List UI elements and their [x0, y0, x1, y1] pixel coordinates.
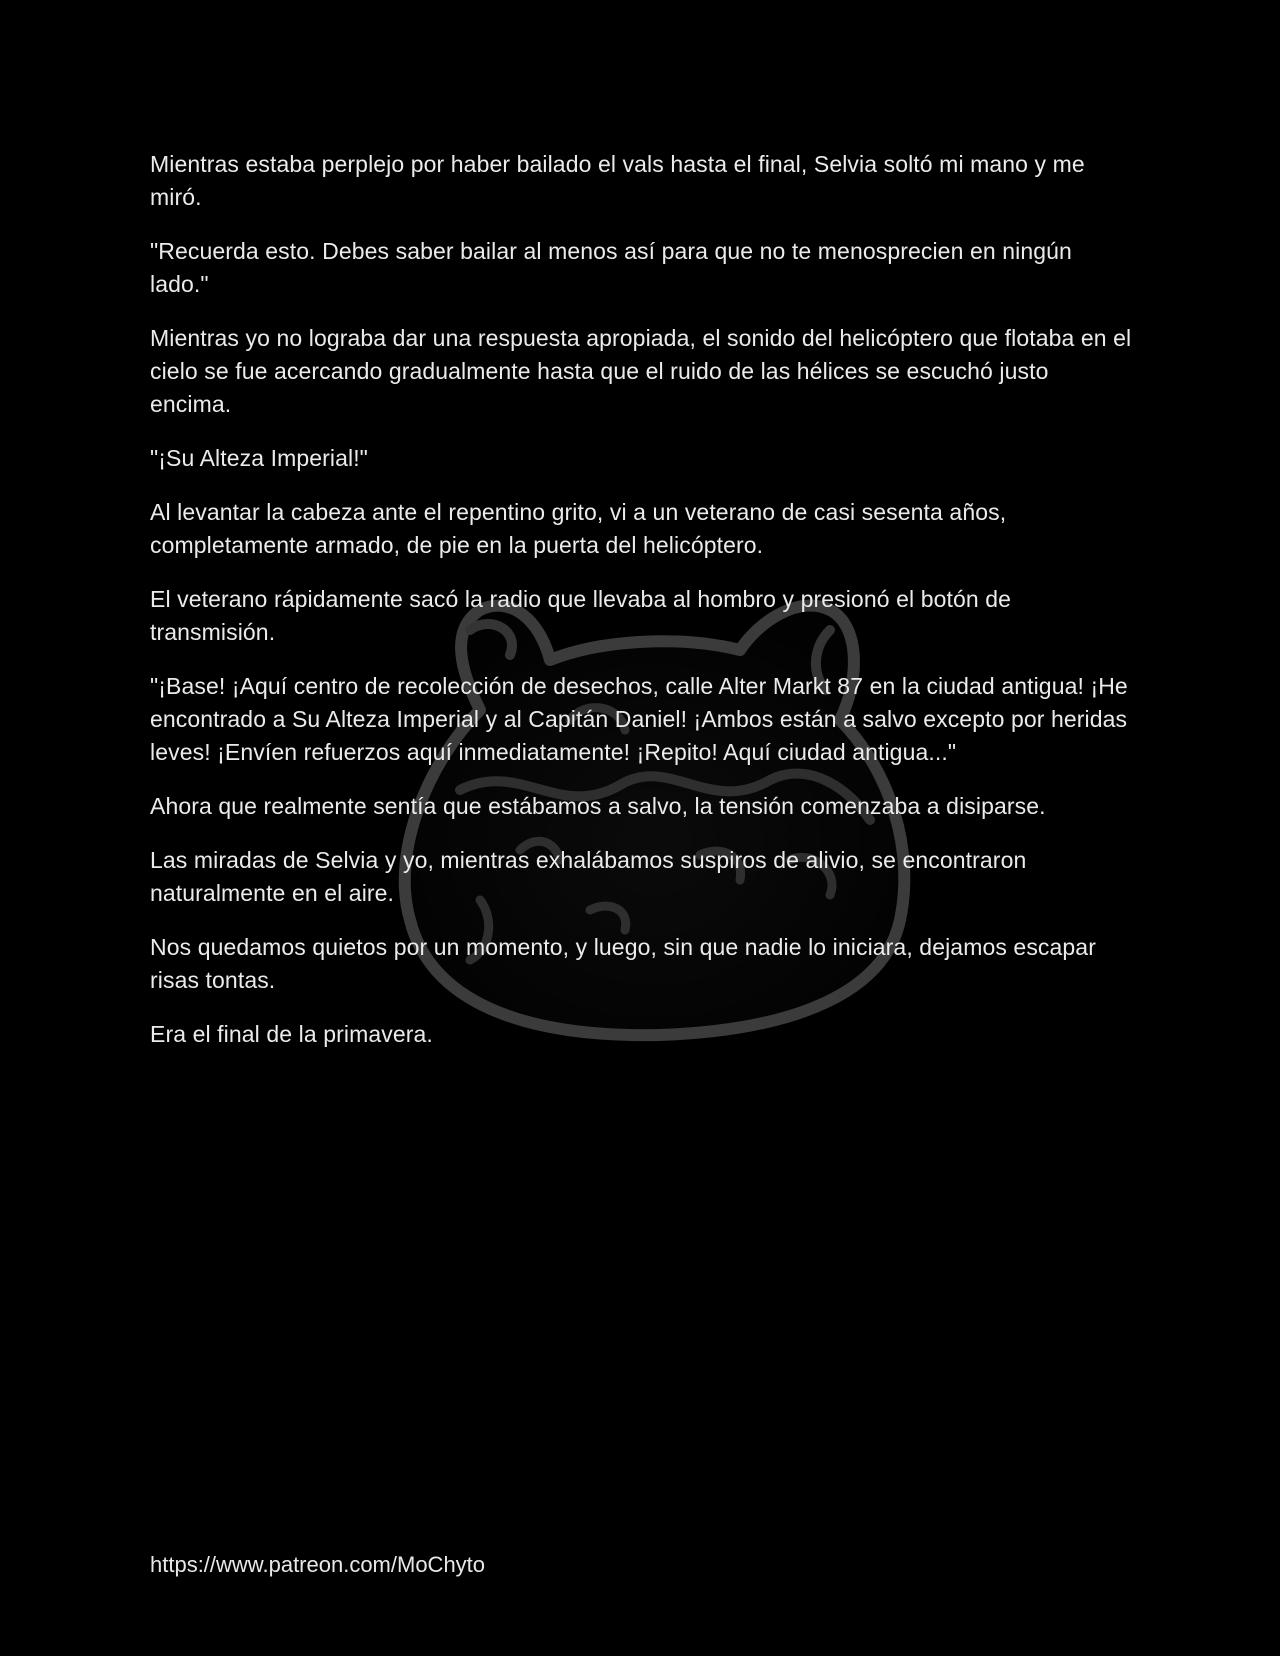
paragraph: Nos quedamos quietos por un momento, y luego, sin que nadie lo iniciara, dejamos escapar risas tontas. [150, 934, 1096, 993]
paragraph: "¡Base! ¡Aquí centro de recolección de desechos, calle Alter Markt 87 en la ciudad antigua! ¡He encontrado a Su Alteza Imperial y al Capitán Daniel! ¡Ambos están a salvo excepto por heridas leves! ¡Envíen refuerzos aquí inmediatamente! ¡Repito! Aquí ciudad antigua..." [150, 673, 1128, 765]
paragraph: Mientras yo no lograba dar una respuesta apropiada, el sonido del helicóptero que flotaba en el cielo se fue acercando gradualmente hasta que el ruido de las hélices se escuchó justo encima. [150, 325, 1132, 417]
paragraph: Las miradas de Selvia y yo, mientras exhalábamos suspiros de alivio, se encontraron naturalmente en el aire. [150, 847, 1027, 906]
paragraph: Era el final de la primavera. [150, 1021, 433, 1047]
paragraph: "Recuerda esto. Debes saber bailar al menos así para que no te menosprecien en ningún lado." [150, 238, 1072, 297]
paragraph: Mientras estaba perplejo por haber bailado el vals hasta el final, Selvia soltó mi mano y me miró. [150, 151, 1085, 210]
paragraph: "¡Su Alteza Imperial!" [150, 445, 368, 471]
paragraph: El veterano rápidamente sacó la radio que llevaba al hombro y presionó el botón de transmisión. [150, 586, 1012, 645]
paragraph: Al levantar la cabeza ante el repentino grito, vi a un veterano de casi sesenta años, completamente armado, de pie en la puerta del helicóptero. [150, 499, 1007, 558]
paragraph: Ahora que realmente sentía que estábamos a salvo, la tensión comenzaba a disiparse. [150, 793, 1046, 819]
patreon-link[interactable]: https://www.patreon.com/MoChyto [150, 1552, 486, 1577]
chapter-text [150, 148, 1135, 1072]
